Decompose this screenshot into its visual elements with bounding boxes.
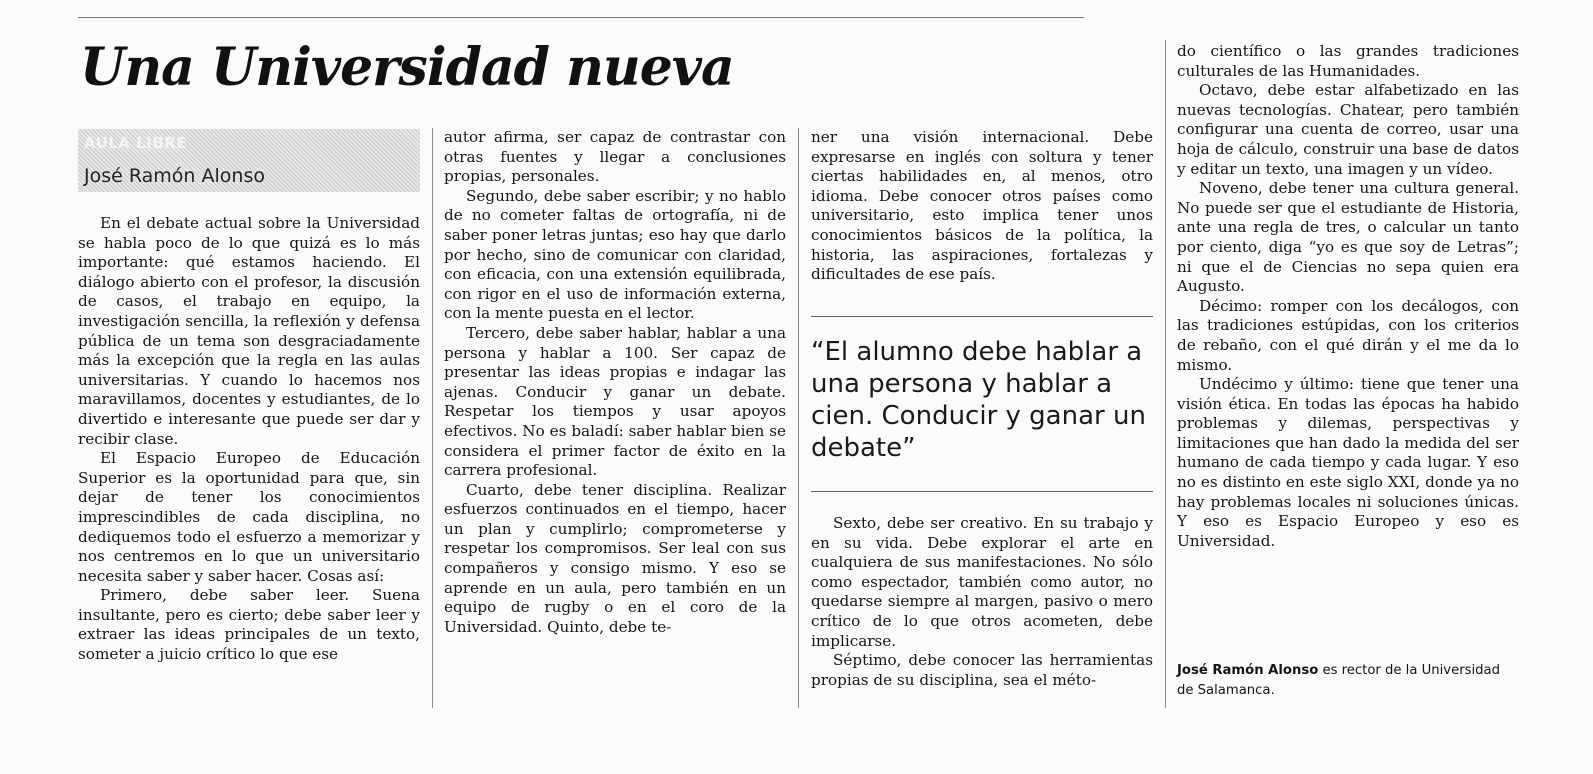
column-divider: [798, 128, 799, 708]
byline-author: José Ramón Alonso: [84, 165, 265, 187]
article-title: Una Universidad nueva: [80, 37, 734, 98]
paragraph: Segundo, debe saber escribir; y no hablo de no cometer faltas de ortografía, ni de saber poner letras juntas; eso hay que darlo por hecho, sino de comunicar con claridad, con eficacia, con una extensión equilibrada, con rigor en el uso de información externa, con la mente puesta en el lector.: [444, 186, 786, 323]
column-4: [1177, 42, 1519, 551]
paragraph: do científico o las grandes tradiciones culturales de las Humanidades.: [1177, 42, 1519, 80]
paragraph: El Espacio Europeo de Educación Superior es la oportunidad para que, sin dejar de tener los conocimientos imprescindibles de cada disciplina, no dediquemos todo el esfuerzo a memorizar y nos centremos en lo que un universitario necesita saber y saber hacer. Cosas así:: [78, 449, 420, 585]
paragraph: ner una visión internacional. Debe expresarse en inglés con soltura y tener ciertas habilidades en, al menos, otro idioma. Debe conocer otros países como universitario, esto implica tener unos conocimientos básicos de la política, la historia, las aspiraciones, fortalezas y dificultades de ese país.: [811, 128, 1153, 284]
paragraph: Décimo: romper con los decálogos, con las tradiciones estúpidas, con los criterios de rebaño, con el qué dirán y el me da lo mismo.: [1177, 296, 1519, 374]
column-1: [78, 214, 420, 665]
bio-text: es rector de la Universidad de Salamanca.: [1177, 663, 1500, 698]
paragraph: autor afirma, ser capaz de contrastar con otras fuentes y llegar a conclusiones propias, personales.: [444, 128, 786, 186]
paragraph: Noveno, debe tener una cultura general. No puede ser que el estudiante de Historia, ante una regla de tres, o calcular un tanto por ciento, diga “yo es que soy de Letras”; ni que el de Ciencias no sepa quien era Augusto.: [1177, 179, 1519, 296]
column-3: [811, 128, 1153, 285]
pullquote-rule-bottom: [811, 491, 1153, 492]
byline-box: [78, 129, 420, 192]
section-label: AULA LIBRE: [84, 134, 188, 152]
column-2: [444, 128, 786, 637]
column-divider: [432, 128, 433, 708]
paragraph: Undécimo y último: tiene que tener una visión ética. En todas las épocas ha habido problemas y dilemas, perspectivas y limitaciones que han dado la medida del ser humano de cada tiempo y cada lugar. Y eso no es distinto en este siglo XXI, donde ya no hay problemas locales ni soluciones únicas. Y eso es Espacio Europeo y eso es Universidad.: [1177, 375, 1519, 550]
paragraph: Octavo, debe estar alfabetizado en las nuevas tecnologías. Chatear, pero también configurar una cuenta de correo, usar una hoja de cálculo, construir una base de datos y editar un texto, una imagen y un vídeo.: [1177, 81, 1519, 178]
pullquote-rule-top: [811, 316, 1153, 317]
paragraph: Sexto, debe ser creativo. En su trabajo y en su vida. Debe explorar el arte en cualquiera de sus manifestaciones. No sólo como espectador, también como autor, no quedarse siempre al margen, pasivo o mero crítico de lo que otros acometen, debe implicarse.: [811, 514, 1153, 650]
column-divider: [1165, 40, 1166, 708]
pullquote: “El alumno debe hablar a una persona y hablar a cien. Conducir y ganar un debate”: [811, 337, 1146, 463]
paragraph: Primero, debe saber leer. Suena insultante, pero es cierto; debe saber leer y extraer las ideas principales de un texto, someter a juicio crítico lo que ese: [78, 586, 420, 664]
author-bio: [1177, 661, 1519, 701]
bio-name: José Ramón Alonso: [1177, 663, 1319, 678]
top-rule: [78, 17, 1084, 18]
paragraph: Tercero, debe saber hablar, hablar a una persona y hablar a 100. Ser capaz de presentar las ideas propias e indagar las ajenas. Conducir y ganar un debate. Respetar los tiempos y usar apoyos efectivos. No es baladí: saber hablar bien se considera el primer factor de éxito en la carrera profesional.: [444, 323, 786, 480]
paragraph: Séptimo, debe conocer las herramientas propias de su disciplina, sea el méto-: [811, 651, 1153, 689]
paragraph: Cuarto, debe tener disciplina. Realizar esfuerzos continuados en el tiempo, hacer un plan y cumplirlo; comprometerse y respetar los compromisos. Ser leal con sus compañeros y consigo mismo. Y eso se aprende en un aula, pero también en un equipo de rugby o en el coro de la Universidad. Quinto, debe te-: [444, 480, 786, 636]
paragraph: En el debate actual sobre la Universidad se habla poco de lo que quizá es lo más importante: qué estamos haciendo. El diálogo abierto con el profesor, la discusión de casos, el trabajo en equipo, la investigación sencilla, la reflexión y defensa pública de un tema son desgraciadamente más la excepción que la regla en las aulas universitarias. Y cuando lo hacemos nos maravillamos, docentes y estudiantes, de lo divertido e interesante que puede ser dar y recibir clase.: [78, 214, 420, 448]
column-3-continued: [811, 514, 1153, 690]
